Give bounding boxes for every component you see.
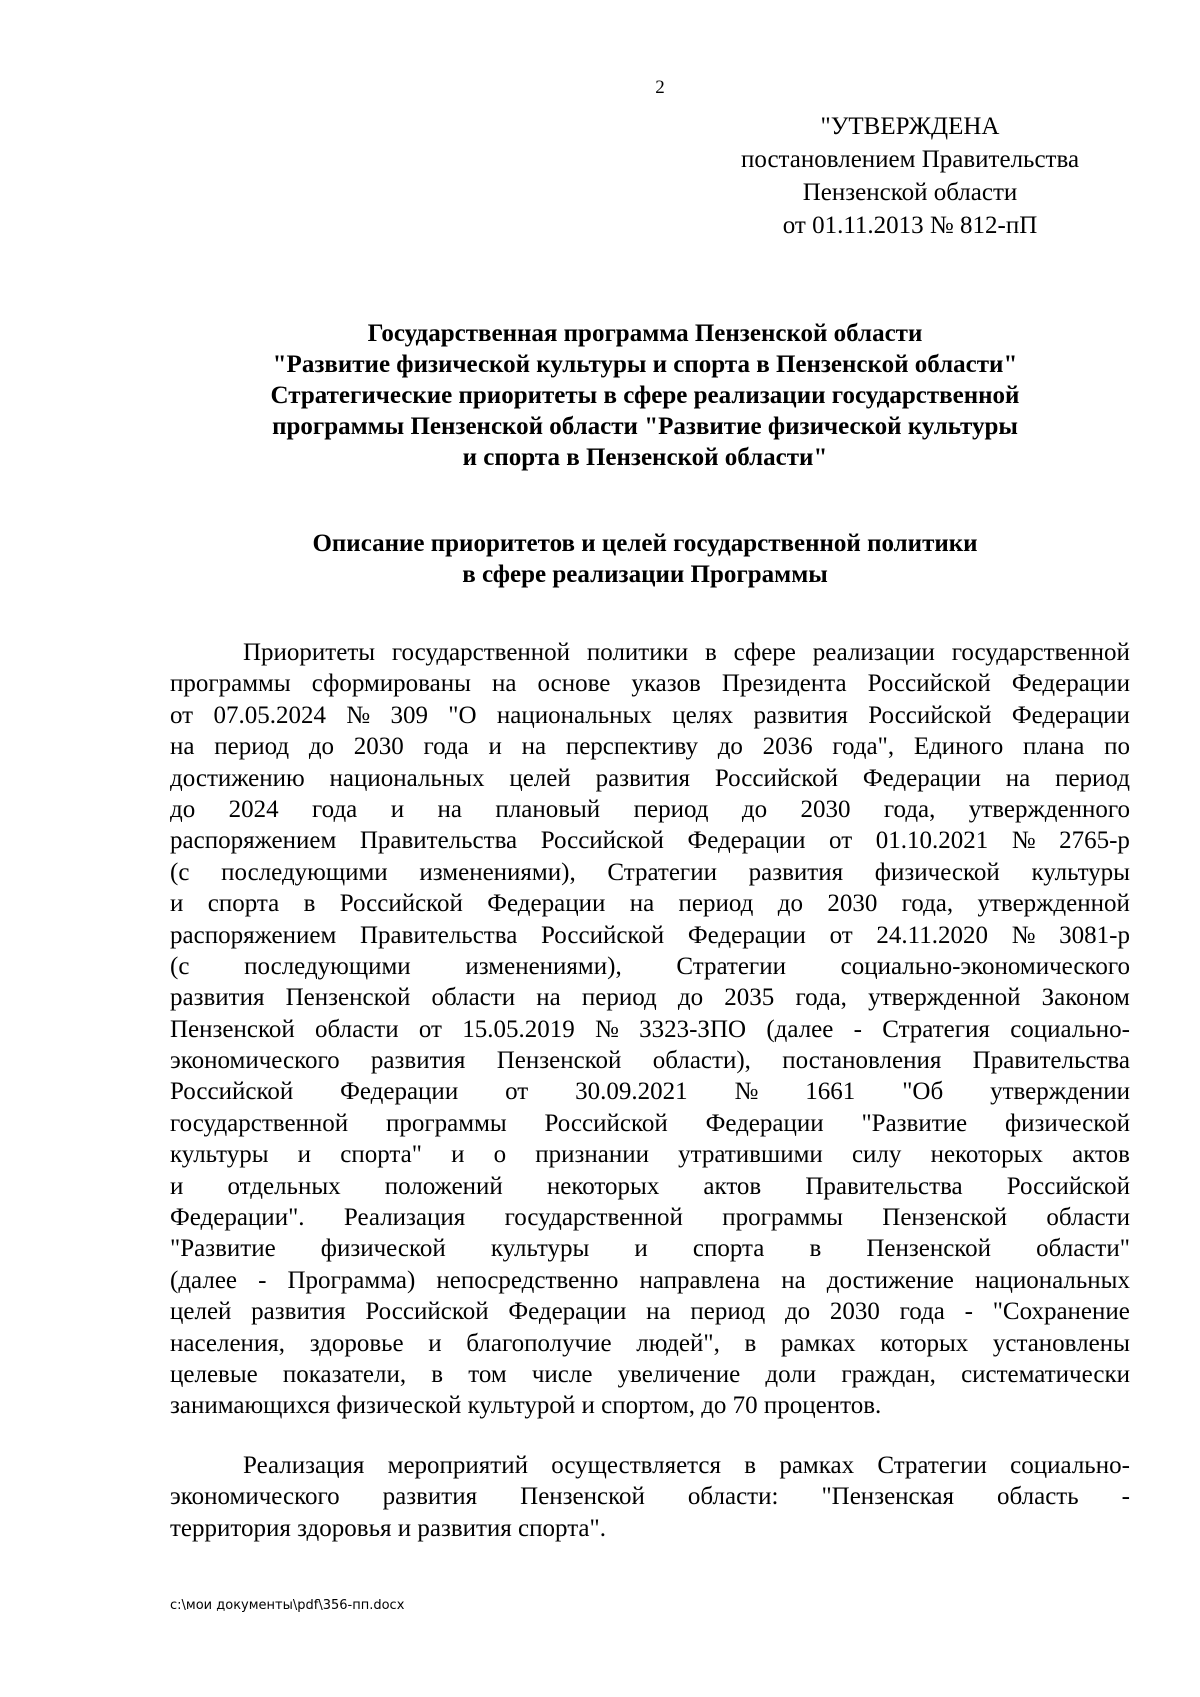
page-number: 2 <box>655 77 665 98</box>
approval-line: от 01.11.2013 № 812-пП <box>782 212 1038 239</box>
paragraph-line: целей развития Российской Федерации на период до 2030 года - "Сохранение <box>170 1298 1130 1326</box>
paragraph-line: населения, здоровье и благополучие людей", в рамках которых установлены <box>170 1329 1130 1357</box>
paragraph-line: "Развитие физической культуры и спорта в Пензенской области" <box>170 1235 1130 1263</box>
paragraph-line: (далее - Программа) непосредственно направлена на достижение национальных <box>170 1266 1130 1294</box>
section-heading-line: в сфере реализации Программы <box>462 561 828 588</box>
paragraph-line: экономического развития Пензенской области: "Пензенская область - <box>170 1483 1130 1511</box>
title-line: "Развитие физической культуры и спорта в Пензенской области" <box>272 351 1018 378</box>
paragraph-line: на период до 2030 года и на перспективу до 2036 года", Единого плана по <box>170 733 1130 761</box>
paragraph-line: целевые показатели, в том числе увеличение доли граждан, систематически <box>170 1360 1130 1388</box>
paragraph-line: экономического развития Пензенской области), постановления Правительства <box>170 1047 1130 1075</box>
paragraph-line: от 07.05.2024 № 309 "О национальных целях развития Российской Федерации <box>170 701 1130 729</box>
paragraph-line: распоряжением Правительства Российской Федерации от 24.11.2020 № 3081-р <box>170 921 1130 949</box>
paragraph-line: (с последующими изменениями), Стратегии развития физической культуры <box>170 858 1130 886</box>
paragraph-line: (с последующими изменениями), Стратегии социально-экономического <box>170 952 1130 980</box>
paragraph-implementation <box>170 1450 1130 1544</box>
paragraph-line: Федерации". Реализация государственной программы Пензенской области <box>170 1204 1130 1232</box>
paragraph-line: Пензенской области от 15.05.2019 № 3323-ЗПО (далее - Стратегия социально- <box>170 1015 1130 1043</box>
document-title <box>170 318 1120 473</box>
paragraph-priorities <box>170 637 1130 1422</box>
approval-line: Пензенской области <box>802 179 1018 206</box>
paragraph-line: Приоритеты государственной политики в сфере реализации государственной <box>243 639 1130 666</box>
title-line: и спорта в Пензенской области" <box>462 444 828 471</box>
section-heading-line: Описание приоритетов и целей государственной политики <box>312 530 978 557</box>
paragraph-line: и отдельных положений некоторых актов Правительства Российской <box>170 1172 1130 1200</box>
paragraph-line: государственной программы Российской Федерации "Развитие физической <box>170 1109 1130 1137</box>
paragraph-line: достижению национальных целей развития Российской Федерации на период <box>170 764 1130 792</box>
title-line: программы Пензенской области "Развитие физической культуры <box>272 413 1018 440</box>
paragraph-line: культуры и спорта" и о признании утратившими силу некоторых актов <box>170 1141 1130 1169</box>
file-path-footer: c:\мои документы\pdf\356-пп.docx <box>170 1598 405 1613</box>
paragraph-line: Российской Федерации от 30.09.2021 № 1661 "Об утверждении <box>170 1078 1130 1106</box>
paragraph-line: программы сформированы на основе указов Президента Российской Федерации <box>170 670 1130 698</box>
paragraph-line: и спорта в Российской Федерации на период до 2030 года, утвержденной <box>170 890 1130 918</box>
paragraph-line: развития Пензенской области на период до 2035 года, утвержденной Законом <box>170 984 1130 1012</box>
paragraph-line: территория здоровья и развития спорта". <box>170 1514 606 1542</box>
title-line: Государственная программа Пензенской области <box>367 320 923 347</box>
paragraph-line: до 2024 года и на плановый период до 2030 года, утвержденного <box>170 795 1130 823</box>
approval-stamp <box>700 110 1120 242</box>
approval-line: "УТВЕРЖДЕНА <box>820 113 1000 140</box>
paragraph-line: занимающихся физической культурой и спортом, до 70 процентов. <box>170 1392 882 1420</box>
paragraph-line: Реализация мероприятий осуществляется в рамках Стратегии социально- <box>243 1452 1130 1479</box>
approval-line: постановлением Правительства <box>740 146 1080 173</box>
title-line: Стратегические приоритеты в сфере реализации государственной <box>270 382 1020 409</box>
section-heading <box>170 528 1120 590</box>
paragraph-line: распоряжением Правительства Российской Федерации от 01.10.2021 № 2765-р <box>170 827 1130 855</box>
